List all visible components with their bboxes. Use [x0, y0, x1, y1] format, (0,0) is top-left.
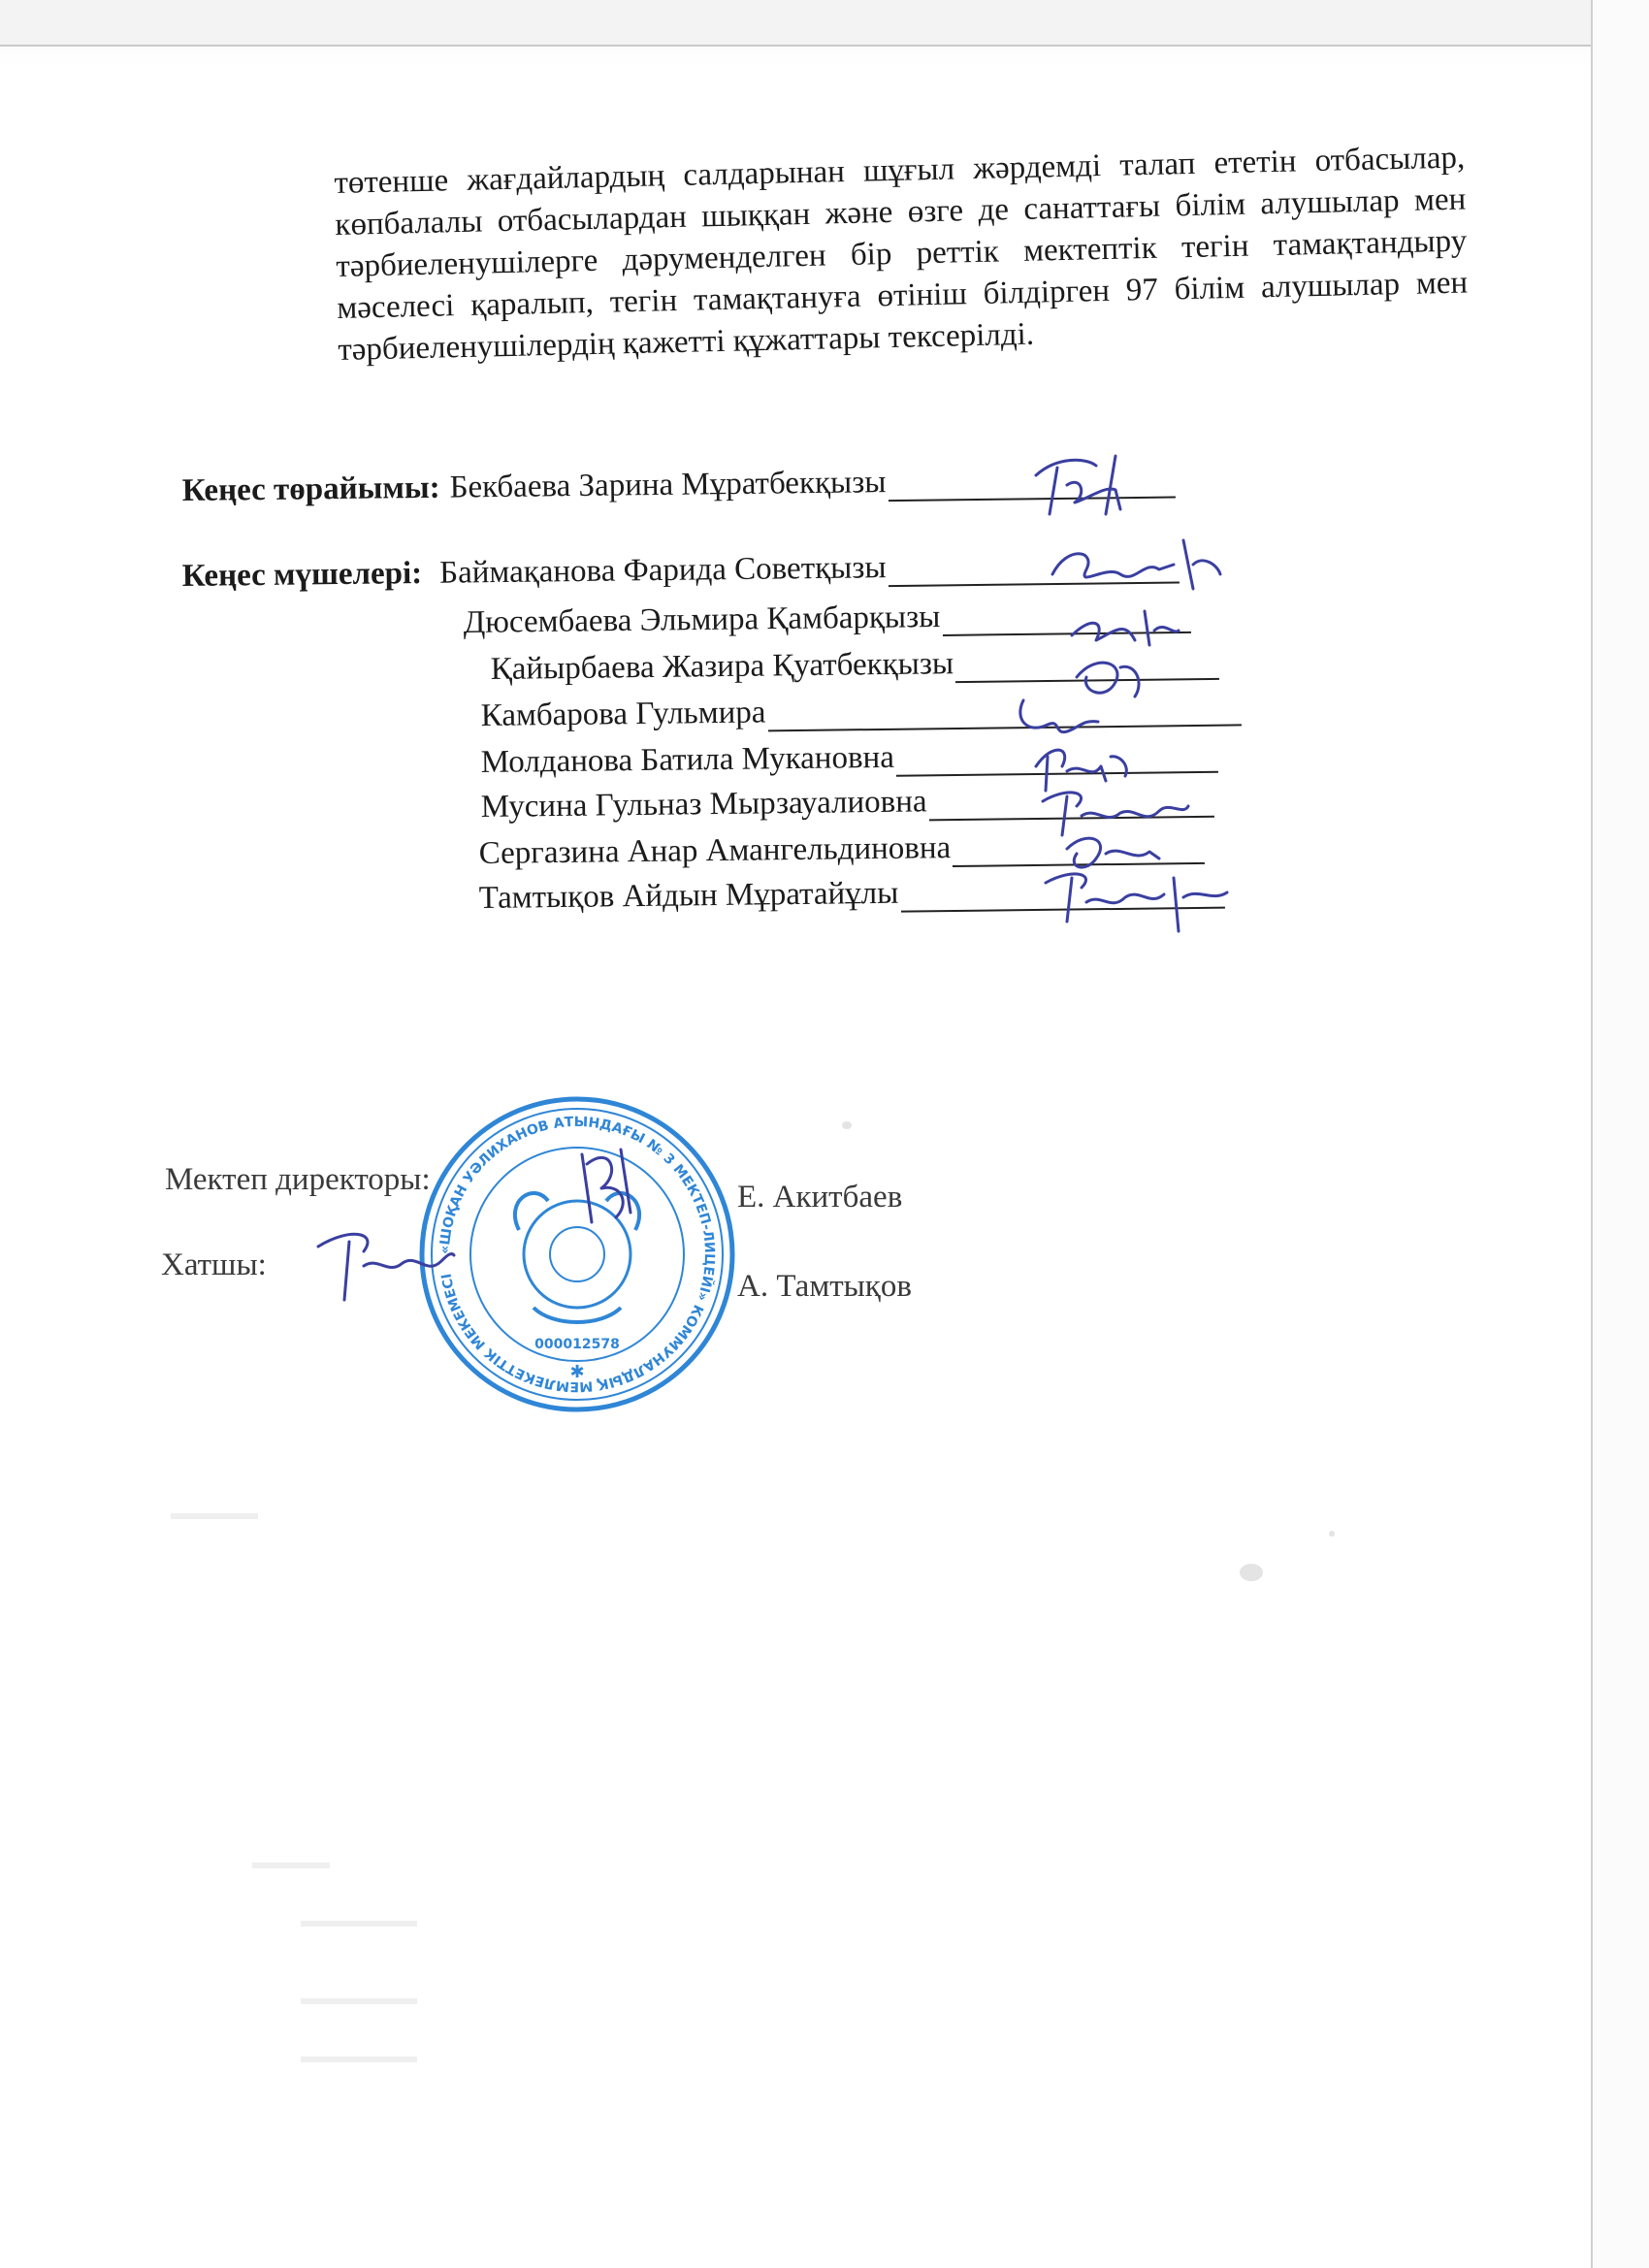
chair-name: Бекбаева Зарина Мұратбекқызы [449, 465, 887, 505]
member-name-7: Сергазина Анар Амангельдиновна [478, 830, 952, 872]
bleed-through-line [171, 1513, 258, 1519]
scan-right-edge [1591, 0, 1649, 2268]
member-name-2: Дюсембаева Эльмира Қамбарқызы [463, 599, 941, 641]
director-signature [563, 1135, 650, 1242]
scan-speck [1240, 1564, 1263, 1581]
secretary-label: Хатшы: [161, 1247, 267, 1282]
members-label: Кеңес мүшелері: [181, 555, 423, 595]
member-signature-line-4 [767, 691, 1241, 731]
bleed-through-line [301, 1998, 417, 2004]
seal-circular-text: «ШОҚАН УӘЛИХАНОВ АТЫНДАҒЫ № 3 МЕКТЕП-ЛИЦЕЙІ» КОММУНАЛДЫҚ МЕМЛЕКЕТТІК МЕКЕМЕСІ [436, 1114, 718, 1395]
chair-label: Кеңес төрайымы: [181, 470, 440, 509]
member-name-6: Мусина Гульназ Мырзауалиовна [480, 784, 927, 826]
member-name-5: Молданова Батила Мукановна [480, 739, 895, 781]
bleed-through-line [301, 2057, 417, 2062]
member-name-8: Тамтықов Айдын Мұратайұлы [478, 875, 899, 917]
scan-speck [842, 1121, 852, 1129]
member-row-1 [182, 544, 1180, 596]
scan-speck [1329, 1531, 1335, 1537]
chair-signature [1028, 446, 1145, 524]
member-signature-1 [1048, 535, 1222, 603]
member-name-1: Баймақанова Фарида Советқызы [438, 550, 887, 591]
member-name-3: Қайырбаева Жазира Қуатбекқызы [490, 646, 954, 688]
secretary-name: А. Тамтықов [737, 1269, 912, 1304]
member-name-4: Камбарова Гульмира [480, 695, 766, 734]
member-signature-8 [1038, 863, 1232, 941]
scan-top-edge [0, 0, 1591, 47]
body-paragraph: төтенше жағдайлардың салдарынан шұғыл жәрдемді талап ететін отбасылар, көпбалалы отбасылардан шыққан және өзге де санаттағы білім алушылар мен тәрбиеленушілерге дәруменделген бір реттік мектептік тегін тамақтандыру мәселесі қаралып, тегін тамақтануға өтініш білдірген 97 білім алушылар мен тәрбиеленушілердің қажетті құжаттары тексерілді. [334, 140, 1469, 368]
director-name: Е. Акитбаев [737, 1180, 903, 1215]
director-label: Мектеп директоры: [165, 1162, 431, 1197]
secretary-signature [310, 1222, 456, 1310]
bleed-through-line [301, 1921, 417, 1927]
chair-row [182, 459, 1176, 510]
seal-star-icon: ✱ [569, 1362, 585, 1382]
bleed-through-line [252, 1863, 330, 1868]
seal-number: 000012578 [534, 1337, 620, 1352]
